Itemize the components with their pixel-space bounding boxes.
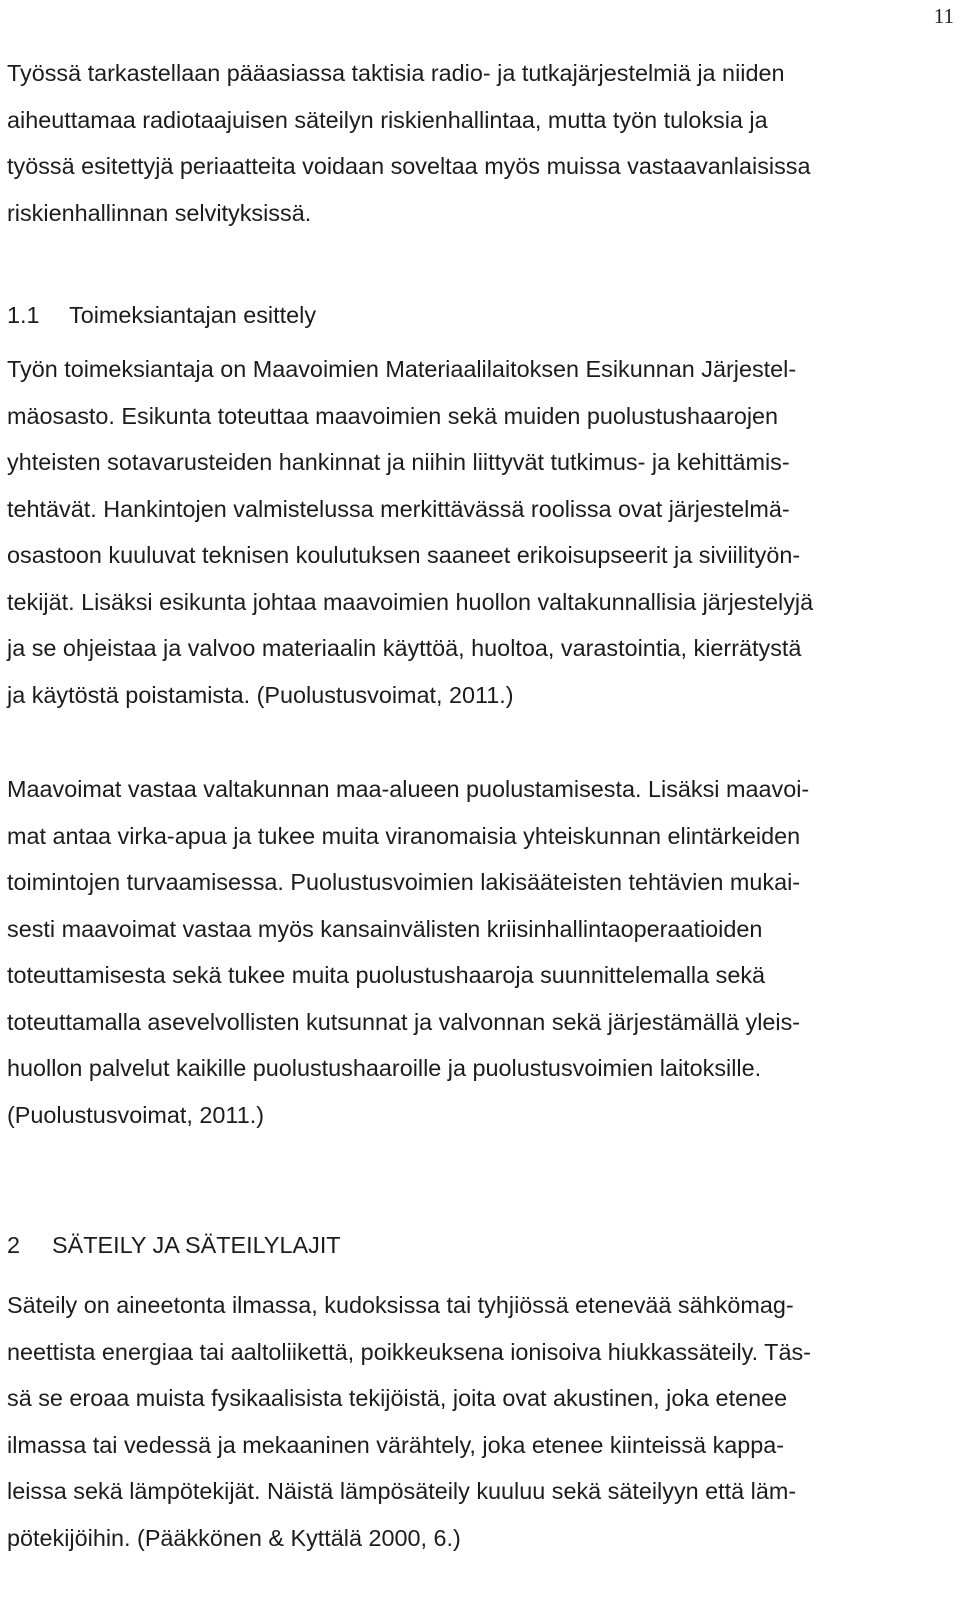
paragraph-line: työssä esitettyjä periaatteita voidaan soveltaa myös muissa vastaavanlaisissa xyxy=(7,153,811,179)
section-number: 1.1 xyxy=(7,302,40,328)
paragraph-line: Työssä tarkastellaan pääasiassa taktisia radio- ja tutkajärjestelmiä ja niiden xyxy=(7,60,785,86)
paragraph-line: Maavoimat vastaa valtakunnan maa-alueen puolustamisesta. Lisäksi maavoi- xyxy=(7,776,810,802)
paragraph-army xyxy=(7,766,951,1138)
paragraph-commissioner xyxy=(7,346,951,718)
paragraph-line: huollon palvelut kaikille puolustushaaroille ja puolustusvoimien laitoksille. xyxy=(7,1055,762,1081)
paragraph-line: tekijät. Lisäksi esikunta johtaa maavoimien huollon valtakunnallisia järjestelyjä xyxy=(7,588,814,615)
paragraph-line: osastoon kuuluvat teknisen koulutuksen saaneet erikoisupseerit ja siviilityön- xyxy=(7,542,801,568)
section-heading-1-1 xyxy=(7,292,316,338)
paragraph-line: sä se eroaa muista fysikaalisista tekijöistä, joita ovat akustinen, joka etenee xyxy=(7,1385,788,1411)
paragraph-line: leissa sekä lämpötekijät. Näistä lämpösäteily kuuluu sekä säteilyyn että läm- xyxy=(7,1478,797,1504)
section-title: SÄTEILY JA SÄTEILYLAJIT xyxy=(52,1232,341,1258)
paragraph-line: tehtävät. Hankintojen valmistelussa merkittävässä roolissa ovat järjestelmä- xyxy=(7,495,790,522)
paragraph-line: Säteily on aineetonta ilmassa, kudoksissa tai tyhjiössä etenevää sähkömag- xyxy=(7,1292,794,1318)
section-title: Toimeksiantajan esittely xyxy=(69,302,317,328)
section-number: 2 xyxy=(7,1232,21,1258)
paragraph-line: mat antaa virka-apua ja tukee muita viranomaisia yhteiskunnan elintärkeiden xyxy=(7,822,801,849)
section-heading-2 xyxy=(7,1222,341,1268)
paragraph-line: toteuttamisesta sekä tukee muita puolustushaaroja suunnittelemalla sekä xyxy=(7,962,766,988)
paragraph-intro xyxy=(7,50,951,236)
paragraph-line: toimintojen turvaamisessa. Puolustusvoimien lakisääteisten tehtävien mukai- xyxy=(7,869,801,895)
paragraph-line: riskienhallinnan selvityksissä. xyxy=(7,199,312,226)
paragraph-line: ja käytöstä poistamista. (Puolustusvoimat, 2011.) xyxy=(7,681,514,708)
paragraph-line: Työn toimeksiantaja on Maavoimien Materiaalilaitoksen Esikunnan Järjestel- xyxy=(7,356,797,382)
paragraph-line: sesti maavoimat vastaa myös kansainvälisten kriisinhallintaoperaatioiden xyxy=(7,915,763,942)
paragraph-line: ilmassa tai vedessä ja mekaaninen värähtely, joka etenee kiinteissä kappa- xyxy=(7,1431,785,1458)
paragraph-line: yhteisten sotavarusteiden hankinnat ja niihin liittyvät tutkimus- ja kehittämis- xyxy=(7,449,790,475)
paragraph-line: (Puolustusvoimat, 2011.) xyxy=(7,1101,264,1128)
paragraph-line: pötekijöihin. (Pääkkönen & Kyttälä 2000, 6.) xyxy=(7,1524,461,1551)
paragraph-line: mäosasto. Esikunta toteuttaa maavoimien sekä muiden puolustushaarojen xyxy=(7,402,779,429)
paragraph-radiation xyxy=(7,1282,951,1561)
page-number: 11 xyxy=(933,4,954,28)
paragraph-line: toteuttamalla asevelvollisten kutsunnat ja valvonnan sekä järjestämällä yleis- xyxy=(7,1008,801,1035)
paragraph-line: neettista energiaa tai aaltoliikettä, poikkeuksena ionisoiva hiukkassäteily. Täs- xyxy=(7,1338,811,1365)
paragraph-line: ja se ohjeistaa ja valvoo materiaalin käyttöä, huoltoa, varastointia, kierrätystä xyxy=(7,635,802,661)
paragraph-line: aiheuttamaa radiotaajuisen säteilyn riskienhallintaa, mutta työn tuloksia ja xyxy=(7,106,768,133)
